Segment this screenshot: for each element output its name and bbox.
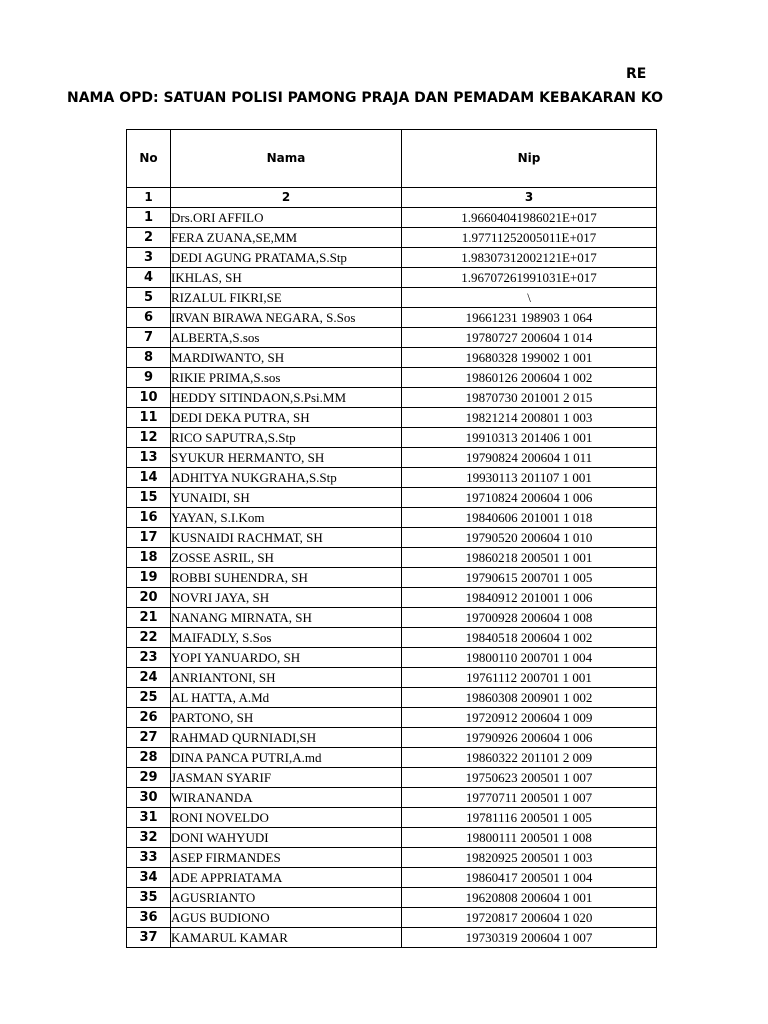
row-nama: ZOSSE ASRIL, SH bbox=[171, 548, 402, 568]
row-no: 5 bbox=[127, 288, 171, 308]
row-nip: \ bbox=[402, 288, 657, 308]
row-nama: YUNAIDI, SH bbox=[171, 488, 402, 508]
row-nip: 19860126 200604 1 002 bbox=[402, 368, 657, 388]
table-row bbox=[127, 508, 657, 528]
row-nama: YAYAN, S.I.Kom bbox=[171, 508, 402, 528]
row-no: 6 bbox=[127, 308, 171, 328]
table-row bbox=[127, 748, 657, 768]
column-header-nama: Nama bbox=[171, 130, 402, 188]
column-header-nip: Nip bbox=[402, 130, 657, 188]
row-no: 26 bbox=[127, 708, 171, 728]
row-no: 1 bbox=[127, 208, 171, 228]
row-nip: 19730319 200604 1 007 bbox=[402, 928, 657, 948]
row-nama: RONI NOVELDO bbox=[171, 808, 402, 828]
header-row bbox=[127, 130, 657, 188]
table-row bbox=[127, 308, 657, 328]
table-row bbox=[127, 408, 657, 428]
column-index-3: 3 bbox=[402, 188, 657, 208]
row-no: 37 bbox=[127, 928, 171, 948]
row-nama: ALBERTA,S.sos bbox=[171, 328, 402, 348]
row-no: 19 bbox=[127, 568, 171, 588]
report-title-partial: RE bbox=[626, 66, 647, 82]
row-nip: 19680328 199002 1 001 bbox=[402, 348, 657, 368]
table-row bbox=[127, 848, 657, 868]
table-row bbox=[127, 908, 657, 928]
row-nip: 19720912 200604 1 009 bbox=[402, 708, 657, 728]
row-nip: 1.97711252005011E+017 bbox=[402, 228, 657, 248]
row-nama: DEDI AGUNG PRATAMA,S.Stp bbox=[171, 248, 402, 268]
row-nama: RICO SAPUTRA,S.Stp bbox=[171, 428, 402, 448]
table-row bbox=[127, 228, 657, 248]
column-index-2: 2 bbox=[171, 188, 402, 208]
row-nama: PARTONO, SH bbox=[171, 708, 402, 728]
table-row bbox=[127, 268, 657, 288]
row-no: 24 bbox=[127, 668, 171, 688]
column-index-row bbox=[127, 188, 657, 208]
row-no: 22 bbox=[127, 628, 171, 648]
row-no: 10 bbox=[127, 388, 171, 408]
row-nip: 19700928 200604 1 008 bbox=[402, 608, 657, 628]
row-nip: 19930113 201107 1 001 bbox=[402, 468, 657, 488]
row-nip: 19780727 200604 1 014 bbox=[402, 328, 657, 348]
row-nip: 19790615 200701 1 005 bbox=[402, 568, 657, 588]
opd-name-line: NAMA OPD: SATUAN POLISI PAMONG PRAJA DAN PEMADAM KEBAKARAN KO bbox=[67, 90, 663, 106]
row-no: 14 bbox=[127, 468, 171, 488]
employee-table bbox=[126, 129, 657, 948]
row-nip: 19790926 200604 1 006 bbox=[402, 728, 657, 748]
row-nip: 1.96707261991031E+017 bbox=[402, 268, 657, 288]
row-no: 23 bbox=[127, 648, 171, 668]
table-row bbox=[127, 808, 657, 828]
row-no: 36 bbox=[127, 908, 171, 928]
row-nip: 19870730 201001 2 015 bbox=[402, 388, 657, 408]
row-nama: MARDIWANTO, SH bbox=[171, 348, 402, 368]
table-row bbox=[127, 388, 657, 408]
row-no: 34 bbox=[127, 868, 171, 888]
row-no: 8 bbox=[127, 348, 171, 368]
row-nip: 19860417 200501 1 004 bbox=[402, 868, 657, 888]
table-row bbox=[127, 448, 657, 468]
row-no: 17 bbox=[127, 528, 171, 548]
table-row bbox=[127, 248, 657, 268]
row-no: 9 bbox=[127, 368, 171, 388]
row-nama: AL HATTA, A.Md bbox=[171, 688, 402, 708]
row-nip: 19860322 201101 2 009 bbox=[402, 748, 657, 768]
row-no: 33 bbox=[127, 848, 171, 868]
row-nip: 19750623 200501 1 007 bbox=[402, 768, 657, 788]
row-nip: 19710824 200604 1 006 bbox=[402, 488, 657, 508]
row-nama: NANANG MIRNATA, SH bbox=[171, 608, 402, 628]
row-nama: ROBBI SUHENDRA, SH bbox=[171, 568, 402, 588]
row-nama: FERA ZUANA,SE,MM bbox=[171, 228, 402, 248]
table-row bbox=[127, 688, 657, 708]
row-nama: WIRANANDA bbox=[171, 788, 402, 808]
row-nama: ASEP FIRMANDES bbox=[171, 848, 402, 868]
row-no: 25 bbox=[127, 688, 171, 708]
column-header-no: No bbox=[127, 130, 171, 188]
row-nama: KUSNAIDI RACHMAT, SH bbox=[171, 528, 402, 548]
row-nip: 19860218 200501 1 001 bbox=[402, 548, 657, 568]
row-nama: SYUKUR HERMANTO, SH bbox=[171, 448, 402, 468]
row-nip: 19620808 200604 1 001 bbox=[402, 888, 657, 908]
row-no: 31 bbox=[127, 808, 171, 828]
row-nip: 19661231 198903 1 064 bbox=[402, 308, 657, 328]
row-nama: KAMARUL KAMAR bbox=[171, 928, 402, 948]
table-row bbox=[127, 288, 657, 308]
row-nip: 19910313 201406 1 001 bbox=[402, 428, 657, 448]
row-nama: RIZALUL FIKRI,SE bbox=[171, 288, 402, 308]
row-no: 20 bbox=[127, 588, 171, 608]
row-no: 18 bbox=[127, 548, 171, 568]
row-nip: 19720817 200604 1 020 bbox=[402, 908, 657, 928]
row-nama: MAIFADLY, S.Sos bbox=[171, 628, 402, 648]
table-row bbox=[127, 788, 657, 808]
row-no: 15 bbox=[127, 488, 171, 508]
table-row bbox=[127, 208, 657, 228]
row-nip: 19840912 201001 1 006 bbox=[402, 588, 657, 608]
row-no: 29 bbox=[127, 768, 171, 788]
row-nama: RIKIE PRIMA,S.sos bbox=[171, 368, 402, 388]
row-nama: RAHMAD QURNIADI,SH bbox=[171, 728, 402, 748]
row-no: 11 bbox=[127, 408, 171, 428]
row-no: 13 bbox=[127, 448, 171, 468]
table-row bbox=[127, 368, 657, 388]
row-nip: 19770711 200501 1 007 bbox=[402, 788, 657, 808]
row-no: 3 bbox=[127, 248, 171, 268]
row-nama: ANRIANTONI, SH bbox=[171, 668, 402, 688]
row-nip: 19761112 200701 1 001 bbox=[402, 668, 657, 688]
row-nama: IRVAN BIRAWA NEGARA, S.Sos bbox=[171, 308, 402, 328]
row-no: 35 bbox=[127, 888, 171, 908]
table-row bbox=[127, 488, 657, 508]
row-nip: 19800111 200501 1 008 bbox=[402, 828, 657, 848]
row-nama: ADHITYA NUKGRAHA,S.Stp bbox=[171, 468, 402, 488]
row-nip: 1.96604041986021E+017 bbox=[402, 208, 657, 228]
table-row bbox=[127, 348, 657, 368]
row-nama: AGUS BUDIONO bbox=[171, 908, 402, 928]
row-nip: 19790824 200604 1 011 bbox=[402, 448, 657, 468]
row-no: 30 bbox=[127, 788, 171, 808]
row-nip: 1.98307312002121E+017 bbox=[402, 248, 657, 268]
table-row bbox=[127, 768, 657, 788]
row-no: 16 bbox=[127, 508, 171, 528]
table-row bbox=[127, 628, 657, 648]
row-no: 21 bbox=[127, 608, 171, 628]
table-row bbox=[127, 668, 657, 688]
row-nip: 19790520 200604 1 010 bbox=[402, 528, 657, 548]
row-nip: 19840518 200604 1 002 bbox=[402, 628, 657, 648]
table-row bbox=[127, 708, 657, 728]
table-row bbox=[127, 928, 657, 948]
row-no: 28 bbox=[127, 748, 171, 768]
row-nama: IKHLAS, SH bbox=[171, 268, 402, 288]
row-nama: Drs.ORI AFFILO bbox=[171, 208, 402, 228]
row-nip: 19860308 200901 1 002 bbox=[402, 688, 657, 708]
row-no: 7 bbox=[127, 328, 171, 348]
row-nama: ADE APPRIATAMA bbox=[171, 868, 402, 888]
row-no: 2 bbox=[127, 228, 171, 248]
table-row bbox=[127, 888, 657, 908]
row-nip: 19781116 200501 1 005 bbox=[402, 808, 657, 828]
row-nip: 19800110 200701 1 004 bbox=[402, 648, 657, 668]
table-row bbox=[127, 828, 657, 848]
table-row bbox=[127, 428, 657, 448]
row-nip: 19840606 201001 1 018 bbox=[402, 508, 657, 528]
row-no: 32 bbox=[127, 828, 171, 848]
row-nama: AGUSRIANTO bbox=[171, 888, 402, 908]
row-nama: DEDI DEKA PUTRA, SH bbox=[171, 408, 402, 428]
table-row bbox=[127, 608, 657, 628]
table-row bbox=[127, 588, 657, 608]
row-nama: JASMAN SYARIF bbox=[171, 768, 402, 788]
row-no: 27 bbox=[127, 728, 171, 748]
table-row bbox=[127, 728, 657, 748]
table-row bbox=[127, 568, 657, 588]
table-row bbox=[127, 868, 657, 888]
row-no: 12 bbox=[127, 428, 171, 448]
table-row bbox=[127, 528, 657, 548]
table-row bbox=[127, 548, 657, 568]
row-no: 4 bbox=[127, 268, 171, 288]
row-nip: 19821214 200801 1 003 bbox=[402, 408, 657, 428]
table-row bbox=[127, 648, 657, 668]
row-nama: DONI WAHYUDI bbox=[171, 828, 402, 848]
table-row bbox=[127, 468, 657, 488]
row-nama: NOVRI JAYA, SH bbox=[171, 588, 402, 608]
row-nama: DINA PANCA PUTRI,A.md bbox=[171, 748, 402, 768]
table-row bbox=[127, 328, 657, 348]
row-nama: YOPI YANUARDO, SH bbox=[171, 648, 402, 668]
row-nama: HEDDY SITINDAON,S.Psi.MM bbox=[171, 388, 402, 408]
column-index-1: 1 bbox=[127, 188, 171, 208]
row-nip: 19820925 200501 1 003 bbox=[402, 848, 657, 868]
